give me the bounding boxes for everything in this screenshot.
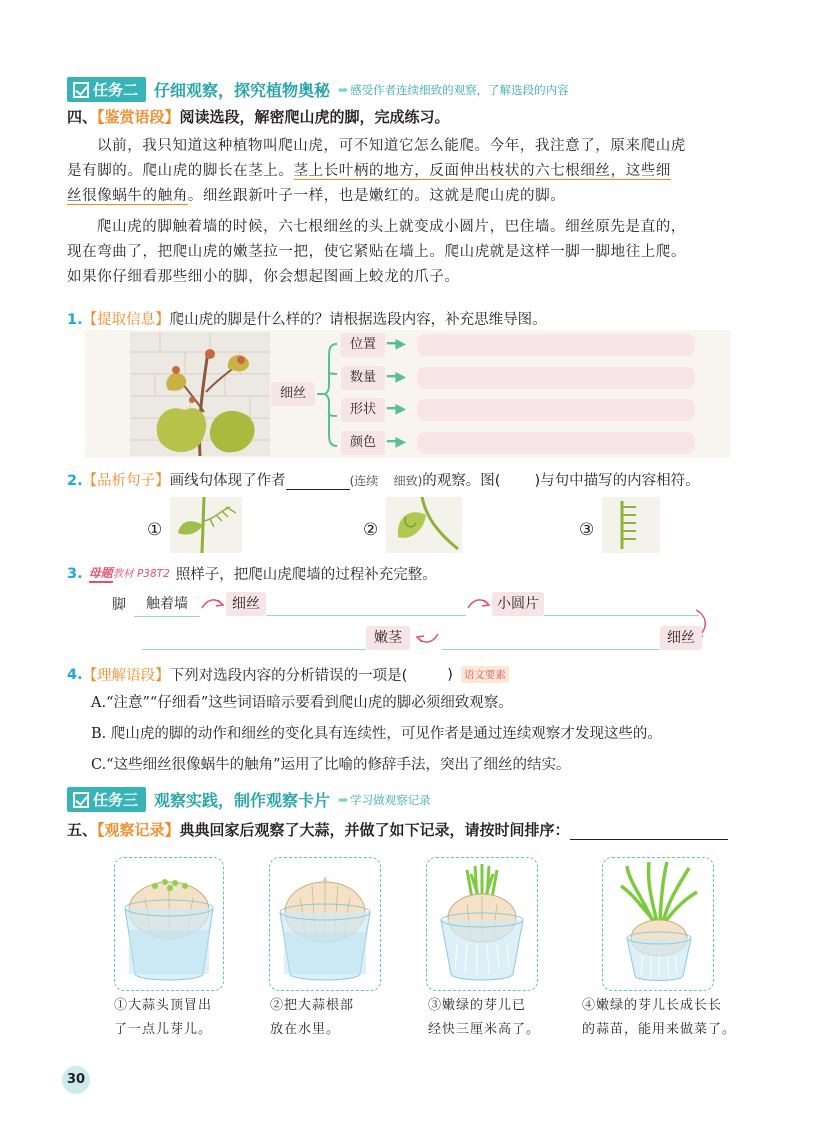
q2-option-2-label: ② — [363, 520, 379, 540]
arrow-right-icon: ➡ — [338, 82, 349, 97]
chain-blank-4[interactable] — [442, 649, 660, 650]
chain-blank-2[interactable] — [544, 615, 699, 616]
underlined-sentence: 茎上长叶柄的地方，反面伸出枝状的六七根细丝，这些细 — [293, 163, 671, 179]
garlic-card-3[interactable] — [426, 857, 538, 991]
textbook-reference: 教材 P38T2 — [112, 568, 170, 580]
answer-field-position[interactable] — [417, 334, 695, 356]
brand-tag: 母题 — [89, 564, 113, 583]
branch-label-count: 数量 — [341, 366, 385, 390]
task3-badge: 任务三 — [67, 787, 146, 812]
arrow-right-icon: ━▶ — [387, 369, 407, 385]
garlic-long-sprouts-illustration — [603, 858, 713, 990]
ivy-plant-illustration — [130, 332, 270, 456]
key-element-badge: 语文要素 — [461, 666, 509, 683]
tendril-figure-2[interactable] — [386, 497, 462, 553]
q3-prompt: 3. 母题 教材 P38T2 照样子，把爬山虎爬墙的过程补充完整。 — [67, 565, 437, 583]
q1-prompt: 1.【提取信息】爬山虎的脚是什么样的？请根据选段内容，补充思维导图。 — [67, 312, 547, 328]
chain-touch-wall: 触着墙 — [134, 592, 200, 617]
task3-title: 观察实践，制作观察卡片 — [154, 791, 331, 810]
process-chain — [112, 592, 712, 654]
chain-silk-2: 细丝 — [660, 626, 702, 650]
tendril-figure-1[interactable] — [170, 497, 242, 553]
garlic-sprout-3cm-illustration — [427, 858, 537, 990]
q4-option-a[interactable]: A.“注意”“仔细看”这些词语暗示要看到爬山虎的脚必须细致观察。 — [91, 695, 513, 711]
passage-line: 如果你仔细看那些细小的脚，你会想起图画上蛟龙的爪子。 — [67, 269, 460, 285]
chain-foot: 脚 — [112, 597, 126, 613]
garlic-in-water-illustration — [270, 858, 380, 990]
card-2-caption: ②把大蒜根部 放在水里。 — [270, 998, 355, 1037]
task3-banner — [67, 787, 431, 812]
arrow-right-icon: ━▶ — [387, 401, 407, 417]
answer-field-shape[interactable] — [417, 399, 695, 421]
branch-label-color: 颜色 — [341, 431, 385, 455]
answer-field-count[interactable] — [417, 367, 695, 389]
mind-map-panel — [85, 330, 730, 458]
garlic-card-1[interactable] — [114, 857, 224, 991]
curved-arrow-icon — [200, 596, 226, 612]
mind-map-center: 细丝 — [271, 382, 315, 406]
checkbox-icon — [73, 792, 89, 808]
section4-heading: 四、【鉴赏语段】阅读选段，解密爬山虎的脚，完成练习。 — [67, 108, 450, 126]
arrow-right-icon: ━▶ — [387, 434, 407, 450]
section5-heading: 五、【观察记录】典典回家后观察了大蒜，并做了如下记录，请按时间排序： — [67, 819, 728, 840]
garlic-sprouting-illustration — [115, 858, 223, 990]
page-number: 30 — [62, 1066, 90, 1094]
arrow-right-icon: ━▶ — [387, 336, 407, 352]
chain-silk: 细丝 — [226, 592, 266, 616]
card-3-caption: ③嫩绿的芽儿已 经快三厘米高了。 — [428, 998, 541, 1037]
q2-option-3-label: ③ — [579, 520, 595, 540]
task2-title: 仔细观察，探究植物奥秘 — [154, 81, 331, 100]
checkbox-icon — [73, 82, 89, 98]
chain-small-disc: 小圆片 — [492, 592, 544, 616]
chain-blank-1[interactable] — [266, 615, 466, 616]
card-4-caption: ④嫩绿的芽儿长成长长 的蒜苗，能用来做菜了。 — [582, 998, 737, 1037]
passage-line: 是有脚的。爬山虎的脚长在茎上。茎上长叶柄的地方，反面伸出枝状的六七根细丝，这些细 — [67, 163, 671, 179]
order-answer-blank[interactable] — [570, 821, 728, 840]
q2-prompt: 2.【品析句子】画线句体现了作者 (连续 细致)的观察。图( )与句中描写的内容相符。 — [67, 473, 700, 489]
card-1-caption: ①大蒜头顶冒出 了一点儿芽儿。 — [114, 998, 213, 1037]
task2-banner — [67, 77, 569, 102]
q4-option-c[interactable]: C.“这些细丝很像蜗牛的触角”运用了比喻的修辞手法，突出了细丝的结实。 — [91, 757, 571, 773]
passage-line: 以前，我只知道这种植物叫爬山虎，可不知道它怎么能爬。今年，我注意了，原来爬山虎 — [97, 138, 686, 154]
passage-line: 现在弯曲了，把爬山虎的嫩茎拉一把，使它紧贴在墙上。爬山虎就是这样一脚一脚地往上爬。 — [67, 244, 687, 260]
garlic-card-4[interactable] — [602, 857, 714, 991]
arrow-right-icon: ➡ — [338, 792, 349, 807]
branch-label-shape: 形状 — [341, 398, 385, 422]
q4-prompt: 4. 【理解语段】 下列对选段内容的分析错误的一项是( ) 语文要素 — [67, 664, 509, 685]
tendril-figure-3[interactable] — [602, 497, 660, 553]
task2-badge: 任务二 — [67, 77, 146, 102]
curved-arrow-icon — [466, 596, 492, 612]
q2-option-1-label: ① — [147, 520, 163, 540]
chain-blank-3[interactable] — [142, 649, 366, 650]
branch-label-position: 位置 — [341, 333, 385, 357]
curved-arrow-left-icon — [414, 630, 440, 646]
garlic-card-2[interactable] — [269, 857, 381, 991]
reading-passage — [67, 134, 747, 290]
q4-option-b[interactable]: B. 爬山虎的脚的动作和细丝的变化具有连续性，可见作者是通过连续观察才发现这些的。 — [91, 726, 662, 742]
passage-line: 丝很像蜗牛的触角。细丝跟新叶子一样，也是嫩红的。这就是爬山虎的脚。 — [67, 188, 566, 204]
q2-blank-observation[interactable] — [286, 473, 350, 490]
passage-line: 爬山虎的脚触着墙的时候，六七根细丝的头上就变成小圆片，巴住墙。细丝原先是直的， — [97, 219, 686, 235]
task2-subtitle: 感受作者连续细致的观察，了解选段的内容 — [350, 82, 569, 97]
underlined-sentence: 丝很像蜗牛的触角 — [67, 188, 188, 204]
task3-subtitle: 学习做观察记录 — [350, 792, 431, 807]
answer-field-color[interactable] — [417, 432, 695, 454]
chain-tender-stem: 嫩茎 — [366, 626, 410, 650]
